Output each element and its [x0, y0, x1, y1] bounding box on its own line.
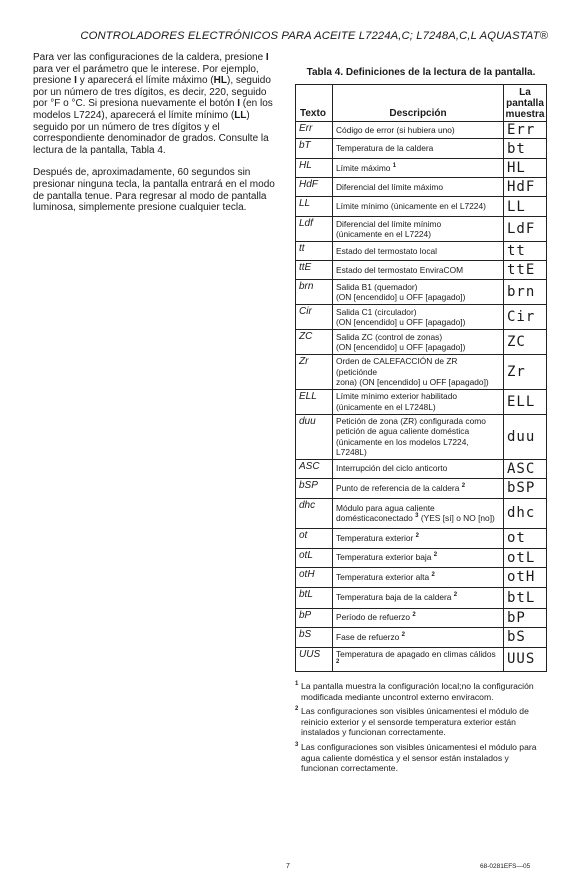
row-code: Zr [296, 355, 333, 390]
row-description: Módulo para agua caliente domésticaconectado $^3$ (YES [sí] o NO [no]) [333, 498, 504, 528]
footnote [295, 706, 547, 738]
row-display-readout: bt [504, 139, 547, 159]
table-row [296, 478, 547, 498]
table-row [296, 355, 547, 390]
footnote-ref: 2 [433, 552, 438, 559]
row-code: duu [296, 414, 333, 459]
footnote-number: 1 [295, 681, 299, 687]
row-display-readout: otL [504, 548, 547, 567]
footnote-text: Las configuraciones son visibles únicamentesi el módulo de reinicio exterior y el sensorde temperatura exterior están instalados y funcionan correctamente. [301, 706, 529, 738]
table-row [296, 217, 547, 242]
row-description: Fase de refuerzo $^2$ [333, 627, 504, 647]
row-display-readout: Err [504, 122, 547, 139]
paragraph-instructions: Para ver las configuraciones de la caldera, presione I para ver el parámetro que le interese. Por ejemplo, presione I y aparecerá el límite máximo (HL), seguido por un número de tres dígitos, es decir, 220, seguido por °F o °C. Si presiona nuevamente el botón I (en los modelos L7224), aparecerá el límite mínimo (LL) seguido por un número de tres dígitos y el correspondiente denominador de grados. Consulte la lectura de la pantalla, Tabla 4. [33, 52, 273, 156]
body-text [33, 52, 283, 225]
table-header-row [296, 85, 547, 122]
row-description: Temperatura exterior $^2$ [333, 528, 504, 548]
table-row [296, 197, 547, 217]
row-code: Cir [296, 305, 333, 330]
table-row [296, 567, 547, 587]
row-code: btL [296, 587, 333, 608]
row-code: brn [296, 280, 333, 305]
row-description: Salida ZC (control de zonas) (ON [encendido] u OFF [apagado]) [333, 330, 504, 355]
header-code: Texto [296, 85, 333, 122]
footnote-ref: 2 [415, 532, 419, 539]
row-code: bSP [296, 478, 333, 498]
row-display-readout: bS [504, 627, 547, 647]
row-display-readout: ASC [504, 459, 547, 478]
row-code: ELL [296, 389, 333, 414]
table-row [296, 280, 547, 305]
row-code: ASC [296, 459, 333, 478]
row-code: HdF [296, 178, 333, 197]
row-display-readout: otH [504, 567, 547, 587]
row-display-readout: Zr [504, 355, 547, 390]
row-code: Ldf [296, 217, 333, 242]
row-code: bS [296, 627, 333, 647]
row-display-readout: bP [504, 608, 547, 627]
row-description: Código de error (si hubiera uno) [333, 122, 504, 139]
footnotes [295, 681, 547, 778]
row-display-readout: Cir [504, 305, 547, 330]
table-row [296, 528, 547, 548]
row-description: Estado del termostato local [333, 242, 504, 261]
row-description: Temperatura baja de la caldera $^2$ [333, 587, 504, 608]
row-description: Temperatura de la caldera [333, 139, 504, 159]
row-description: Temperatura de apagado en climas cálidos $^2$ [333, 647, 504, 671]
row-description: Salida C1 (circulador) (ON [encendido] u OFF [apagado]) [333, 305, 504, 330]
table-row [296, 242, 547, 261]
row-code: LL [296, 197, 333, 217]
table-body [296, 122, 547, 672]
row-code: ttE [296, 261, 333, 280]
table-row [296, 608, 547, 627]
row-display-readout: HdF [504, 178, 547, 197]
document-code: 68-0281EFS—05 [480, 863, 531, 870]
footnote-number: 2 [295, 706, 299, 713]
row-display-readout: ttE [504, 261, 547, 280]
row-description: Salida B1 (quemador) (ON [encendido] u OFF [apagado]) [333, 280, 504, 305]
table-row [296, 159, 547, 178]
row-display-readout: duu [504, 414, 547, 459]
table-row [296, 459, 547, 478]
page-number: 7 [286, 863, 290, 870]
row-code: UUS [296, 647, 333, 671]
footnote-ref: 2 [461, 482, 466, 489]
row-code: ot [296, 528, 333, 548]
row-display-readout: bSP [504, 478, 547, 498]
row-code: otH [296, 567, 333, 587]
header-display: La pantalla muestra [504, 85, 547, 122]
row-code: otL [296, 548, 333, 567]
footnote-ref: 2 [412, 612, 416, 619]
footnote-ref: 2 [401, 631, 405, 638]
table-row [296, 122, 547, 139]
footnote-ref: 2 [453, 592, 458, 599]
row-display-readout: ZC [504, 330, 547, 355]
footnote-number: 3 [295, 741, 299, 748]
table-row [296, 261, 547, 280]
footnote-text: Las configuraciones son visibles únicamentesi el módulo para agua caliente doméstica y el sensor están instalados y funcionan correctamente. [301, 741, 537, 774]
row-description: Período de refuerzo $^2$ [333, 608, 504, 627]
table-row [296, 178, 547, 197]
row-description: Petición de zona (ZR) configurada como petición de agua caliente doméstica (únicamente en los modelos L7224, L7248L) [333, 414, 504, 459]
table-row [296, 414, 547, 459]
table-row [296, 330, 547, 355]
row-code: bT [296, 139, 333, 159]
row-code: ZC [296, 330, 333, 355]
table-row [296, 647, 547, 671]
row-code: bP [296, 608, 333, 627]
header-description: Descripción [333, 85, 504, 122]
row-description: Temperatura exterior alta $^2$ [333, 567, 504, 587]
footnote [295, 681, 547, 702]
row-code: HL [296, 159, 333, 178]
row-description: Punto de referencia de la caldera $^2$ [333, 478, 504, 498]
table-row [296, 627, 547, 647]
row-code: dhc [296, 498, 333, 528]
table-row [296, 389, 547, 414]
row-display-readout: btL [504, 587, 547, 608]
row-display-readout: LdF [504, 217, 547, 242]
row-code: tt [296, 242, 333, 261]
row-display-readout: brn [504, 280, 547, 305]
row-display-readout: HL [504, 159, 547, 178]
row-description: Orden de CALEFACCIÓN de ZR (peticiónde zona) (ON [encendido] u OFF [apagado]) [333, 355, 504, 390]
table-row [296, 139, 547, 159]
row-code: Err [296, 122, 333, 139]
row-description: Temperatura exterior baja $^2$ [333, 548, 504, 567]
footnote-ref: 3 [415, 513, 419, 520]
row-display-readout: tt [504, 242, 547, 261]
row-description: Diferencial del límite máximo [333, 178, 504, 197]
footnote-ref: 2 [336, 659, 340, 666]
row-display-readout: ot [504, 528, 547, 548]
footnote [295, 742, 547, 774]
row-display-readout: ELL [504, 389, 547, 414]
row-description: Límite mínimo (únicamente en el L7224) [333, 197, 504, 217]
display-definitions-table [295, 84, 546, 672]
table-title: Tabla 4. Definiciones de la lectura de la pantalla. [306, 67, 536, 78]
footnote-text: La pantalla muestra la configuración local;no la configuración modificada mediante uncontrol externo enviracom. [301, 681, 534, 702]
row-display-readout: dhc [504, 498, 547, 528]
row-description: Estado del termostato EnviraCOM [333, 261, 504, 280]
table-row [296, 587, 547, 608]
footnote-ref: 1 [392, 162, 397, 169]
paragraph-dim-mode: Después de, aproximadamente, 60 segundos sin presionar ninguna tecla, la pantalla entrará en el modo de pantalla tenue. Para regresar al modo de pantalla luminosa, simplemente presione cualquier tecla. [33, 167, 275, 214]
row-display-readout: LL [504, 197, 547, 217]
table-row [296, 548, 547, 567]
page-header: CONTROLADORES ELECTRÓNICOS PARA ACEITE L7224A,C; L7248A,C,L AQUASTAT® [80, 30, 548, 42]
footnote-ref: 2 [431, 571, 435, 578]
table-row [296, 305, 547, 330]
row-description: Interrupción del ciclo anticorto [333, 459, 504, 478]
table-row [296, 498, 547, 528]
row-display-readout: UUS [504, 647, 547, 671]
row-description: Límite máximo $^1$ [333, 159, 504, 178]
row-description: Diferencial del límite mínimo (únicamente en el L7224) [333, 217, 504, 242]
row-description: Límite mínimo exterior habilitado (únicamente en el L7248L) [333, 389, 504, 414]
